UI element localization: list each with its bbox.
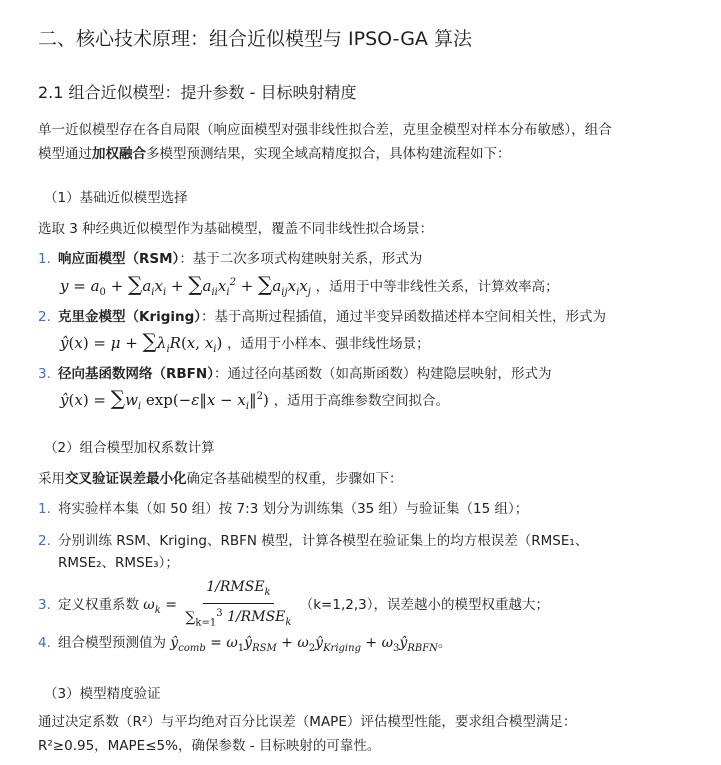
model-name: 响应面模型（RSM）: [58, 251, 180, 267]
accuracy-paragraph: 通过决定系数（R²）与平均绝对百分比误差（MAPE）评估模型性能，要求组合模型满足： R²≥0.95，MAPE≤5%，确保参数 - 目标映射的可靠性。: [38, 714, 577, 754]
list-number: 1.: [38, 251, 51, 267]
formula-weight: $\omega_k$ = $\frac{1/RMSE_k}{\sum_{k=1}^3 1/RMSE_k}$: [143, 579, 292, 629]
list-item-kriging: 2. 克里金模型（Kriging）：基于高斯过程插值，通过半变异函数描述样本空间相关性，形式为: [38, 306, 708, 328]
formula-combined: $ŷ_{comb}$ = $\omega_1ŷ_{RSM}$ + $\omega_2ŷ_{Kriging}$ + $\omega_3ŷ_{RBFN}$: [170, 635, 438, 654]
subheading-weight-calc: （2）组合模型加权系数计算: [44, 440, 215, 456]
list-number: 3.: [38, 366, 51, 382]
intro-line-2: 模型通过加权融合多模型预测结果，实现全域高精度拟合，具体构建流程如下：: [38, 146, 511, 162]
list-item-rbfn: 3. 径向基函数网络（RBFN）：通过径向基函数（如高斯函数）构建隐层映射，形式为: [38, 363, 708, 385]
step-item-4: 4. 组合模型预测值为 $ŷ_{comb}$ = $\omega_1ŷ_{RSM}$ + $\omega_2ŷ_{Kriging}$ + $\omega_3ŷ_{RBFN}$。: [38, 632, 708, 660]
list-number: 4.: [38, 635, 51, 651]
subheading-accuracy: （3）模型精度验证: [44, 686, 161, 702]
subheading-model-selection: （1）基础近似模型选择: [44, 190, 188, 206]
step-item-2: 2. 分别训练 RSM、Kriging、RBFN 模型，计算各模型在验证集上的均方根误差（RMSE₁、 RMSE₂、RMSE₃）；: [38, 530, 708, 574]
list-number: 3.: [38, 597, 51, 614]
weight-calc-intro: 采用交叉验证误差最小化确定各基础模型的权重，步骤如下：: [38, 471, 403, 487]
list-number: 1.: [38, 501, 51, 517]
heading-2-1: 2.1 组合近似模型：提升参数 - 目标映射精度: [38, 83, 357, 102]
formula-rbfn: ŷ(x) = $\sum w_i$ exp(−ε‖x − $x_i‖^2$) ，适用于高维参数空间拟合。: [60, 386, 450, 412]
model-selection-intro: 选取 3 种经典近似模型作为基础模型，覆盖不同非线性拟合场景：: [38, 221, 434, 237]
formula-kriging: ŷ(x) = $\mu + \sum\lambda_iR(x$, $x_i$) ，适用于小样本、强非线性场景；: [60, 329, 430, 355]
intro-line-1: 单一近似模型存在各自局限（响应面模型对强非线性拟合差，克里金模型对样本分布敏感），组合: [38, 122, 612, 138]
list-number: 2.: [38, 309, 51, 325]
list-item-rsm: 1. 响应面模型（RSM）：基于二次多项式构建映射关系，形式为: [38, 248, 708, 270]
model-name: 径向基函数网络（RBFN）: [58, 366, 214, 382]
formula-rsm: $y = a_0 + \sum a_ix_i + \sum a_{ii}x_i^2 + \sum a_{ij}x_ix_j$ ，适用于中等非线性关系，计算效率高；: [60, 272, 559, 298]
step-item-3: 3. 定义权重系数 $\omega_k$ = $\frac{1/RMSE_k}{\sum_{k=1}^3 1/RMSE_k}$ （k=1,2,3），误差越小的模型权重越大；: [38, 579, 549, 629]
intro-paragraph: [38, 118, 708, 166]
list-number: 2.: [38, 533, 51, 549]
step-item-1: 1. 将实验样本集（如 50 组）按 7:3 划分为训练集（35 组）与验证集（15 组）；: [38, 498, 708, 520]
heading-main: 二、核心技术原理：组合近似模型与 IPSO-GA 算法: [38, 28, 472, 50]
model-name: 克里金模型（Kriging）: [58, 309, 202, 325]
